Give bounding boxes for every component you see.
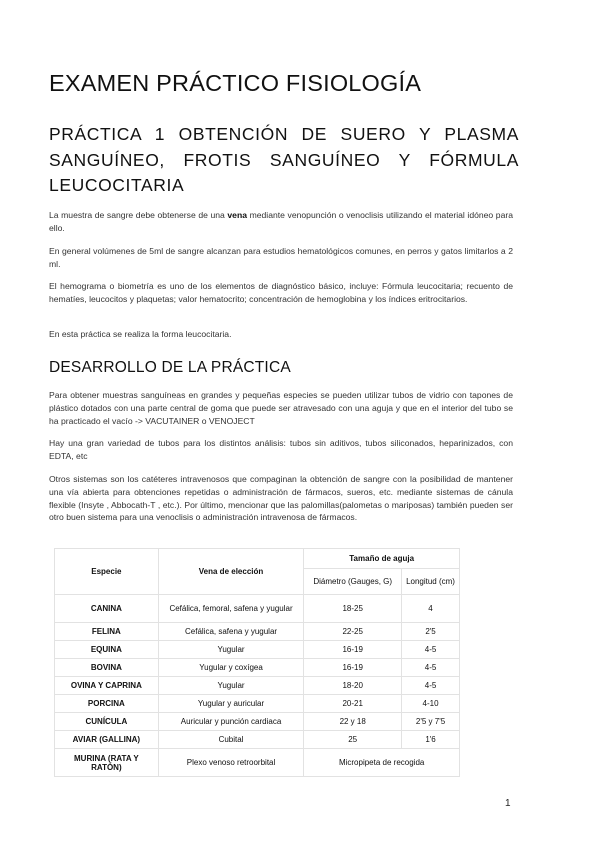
header-diametro: Diámetro (Gauges, G) (304, 569, 402, 595)
document-title: EXAMEN PRÁCTICO FISIOLOGÍA (49, 70, 422, 96)
page-number: 1 (505, 798, 511, 809)
table-row: EQUINA Yugular 16-19 4-5 (55, 641, 460, 659)
table-row: AVIAR (GALLINA) Cubital 25 1'6 (55, 731, 460, 749)
header-especie: Especie (55, 549, 159, 595)
section-title: DESARROLLO DE LA PRÁCTICA (49, 359, 291, 376)
needle-size-table (54, 548, 460, 777)
dev-paragraph-1: Para obtener muestras sanguíneas en grandes y pequeñas especies se pueden utilizar tubos de vidrio con tapones de plástico dotados con una parte central de goma que puede ser atravesado con una aguja y que en el interior del tubo se ha practicado el vacío -> VACUTAINER o VENOJECT (49, 390, 513, 426)
table-row: BOVINA Yugular y coxígea 16-19 4-5 (55, 659, 460, 677)
table-row: CANINA Cefálica, femoral, safena y yugular 18-25 4 (55, 595, 460, 623)
table-row: OVINA Y CAPRINA Yugular 18-20 4-5 (55, 677, 460, 695)
table-row: FELINA Cefálica, safena y yugular 22-25 2'5 (55, 623, 460, 641)
header-vena: Vena de elección (158, 549, 304, 595)
intro-paragraph-1: La muestra de sangre debe obtenerse de una vena mediante venopunción o venoclisis utilizando el material idóneo para ello. (49, 210, 514, 233)
intro-paragraph-4: En esta práctica se realiza la forma leucocitaria. (49, 329, 232, 339)
dev-paragraph-3: Otros sistemas son los catéteres intravenosos que compaginan la obtención de sangre con la posibilidad de mantener una vía abierta para obtenciones repetidas o administración de fármacos, sueros, etc. mediante sistemas de cánula flexible (Insyte , Abbocath-T , etc.). Por último, mencionar que las palomillas(palometas o mariposas) también pueden ser otro buen sistema para una venoclisis o administración intravenosa de fármacos. (49, 474, 513, 523)
practice-title: PRÁCTICA 1 OBTENCIÓN DE SUERO Y PLASMA SANGUÍNEO, FROTIS SANGUÍNEO Y FÓRMULA LEUCOCITARIA (49, 124, 519, 195)
table-row: CUNÍCULA Auricular y punción cardiaca 22 y 18 2'5 y 7'5 (55, 713, 460, 731)
header-longitud: Longitud (cm) (402, 569, 460, 595)
table-row: PORCINA Yugular y auricular 20-21 4-10 (55, 695, 460, 713)
dev-paragraph-2: Hay una gran variedad de tubos para los distintos análisis: tubos sin aditivos, tubos siliconados, heparinizados, con EDTA, etc (49, 438, 513, 461)
intro-paragraph-3: El hemograma o biometría es uno de los elementos de diagnóstico básico, incluye: Fórmula leucocitaria; recuento de hematíes, leucocitos y plaquetas; valor hematocrito; concentración de hemoglobina y los índices eritrocitarios. (49, 281, 513, 304)
header-tamano: Tamaño de aguja (304, 549, 460, 569)
table-row: MURINA (RATA Y RATÓN) Plexo venoso retroorbital Micropipeta de recogida (55, 749, 460, 777)
bold-word-vena: vena (227, 210, 247, 220)
intro-paragraph-2: En general volúmenes de 5ml de sangre alcanzan para estudios hematológicos comunes, en perros y gatos limitarlos a 2 ml. (49, 246, 513, 269)
